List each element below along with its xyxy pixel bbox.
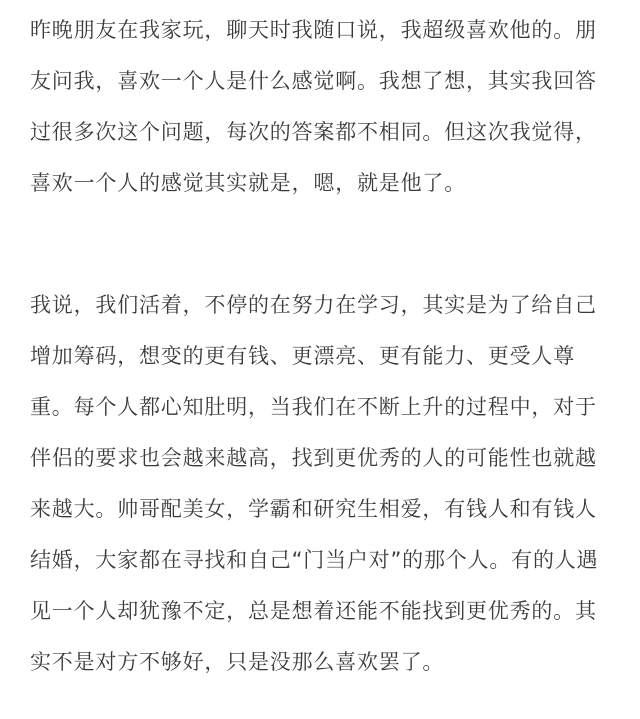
text-line: 来越大。帅哥配美女，学霸和研究生相爱，有钱人和有钱人 bbox=[30, 497, 597, 521]
text-line: 我说，我们活着，不停的在努力在学习，其实是为了给自己 bbox=[30, 293, 597, 317]
text-line: 伴侣的要求也会越来越高，找到更优秀的人的可能性也就越 bbox=[30, 446, 597, 470]
text-line: 结婚，大家都在寻找和自己“门当户对”的那个人。有的人遇 bbox=[30, 548, 599, 572]
text-line: 见一个人却犹豫不定，总是想着还能不能找到更优秀的。其 bbox=[30, 599, 597, 623]
text-line: 过很多次这个问题，每次的答案都不相同。但这次我觉得， bbox=[30, 120, 597, 144]
paragraph-2 bbox=[30, 280, 598, 688]
paragraph-1 bbox=[30, 5, 597, 209]
text-line: 实不是对方不够好，只是没那么喜欢罢了。 bbox=[30, 650, 445, 674]
text-line: 喜欢一个人的感觉其实就是，嗯，就是他了。 bbox=[30, 171, 466, 195]
text-line: 昨晚朋友在我家玩，聊天时我随口说，我超级喜欢他的。朋 bbox=[30, 18, 597, 42]
text-line: 重。每个人都心知肚明，当我们在不断上升的过程中，对于 bbox=[30, 395, 597, 419]
text-line: 增加筹码，想变的更有钱、更漂亮、更有能力、更受人尊 bbox=[30, 344, 575, 368]
text-line: 友问我，喜欢一个人是什么感觉啊。我想了想，其实我回答 bbox=[30, 69, 597, 93]
